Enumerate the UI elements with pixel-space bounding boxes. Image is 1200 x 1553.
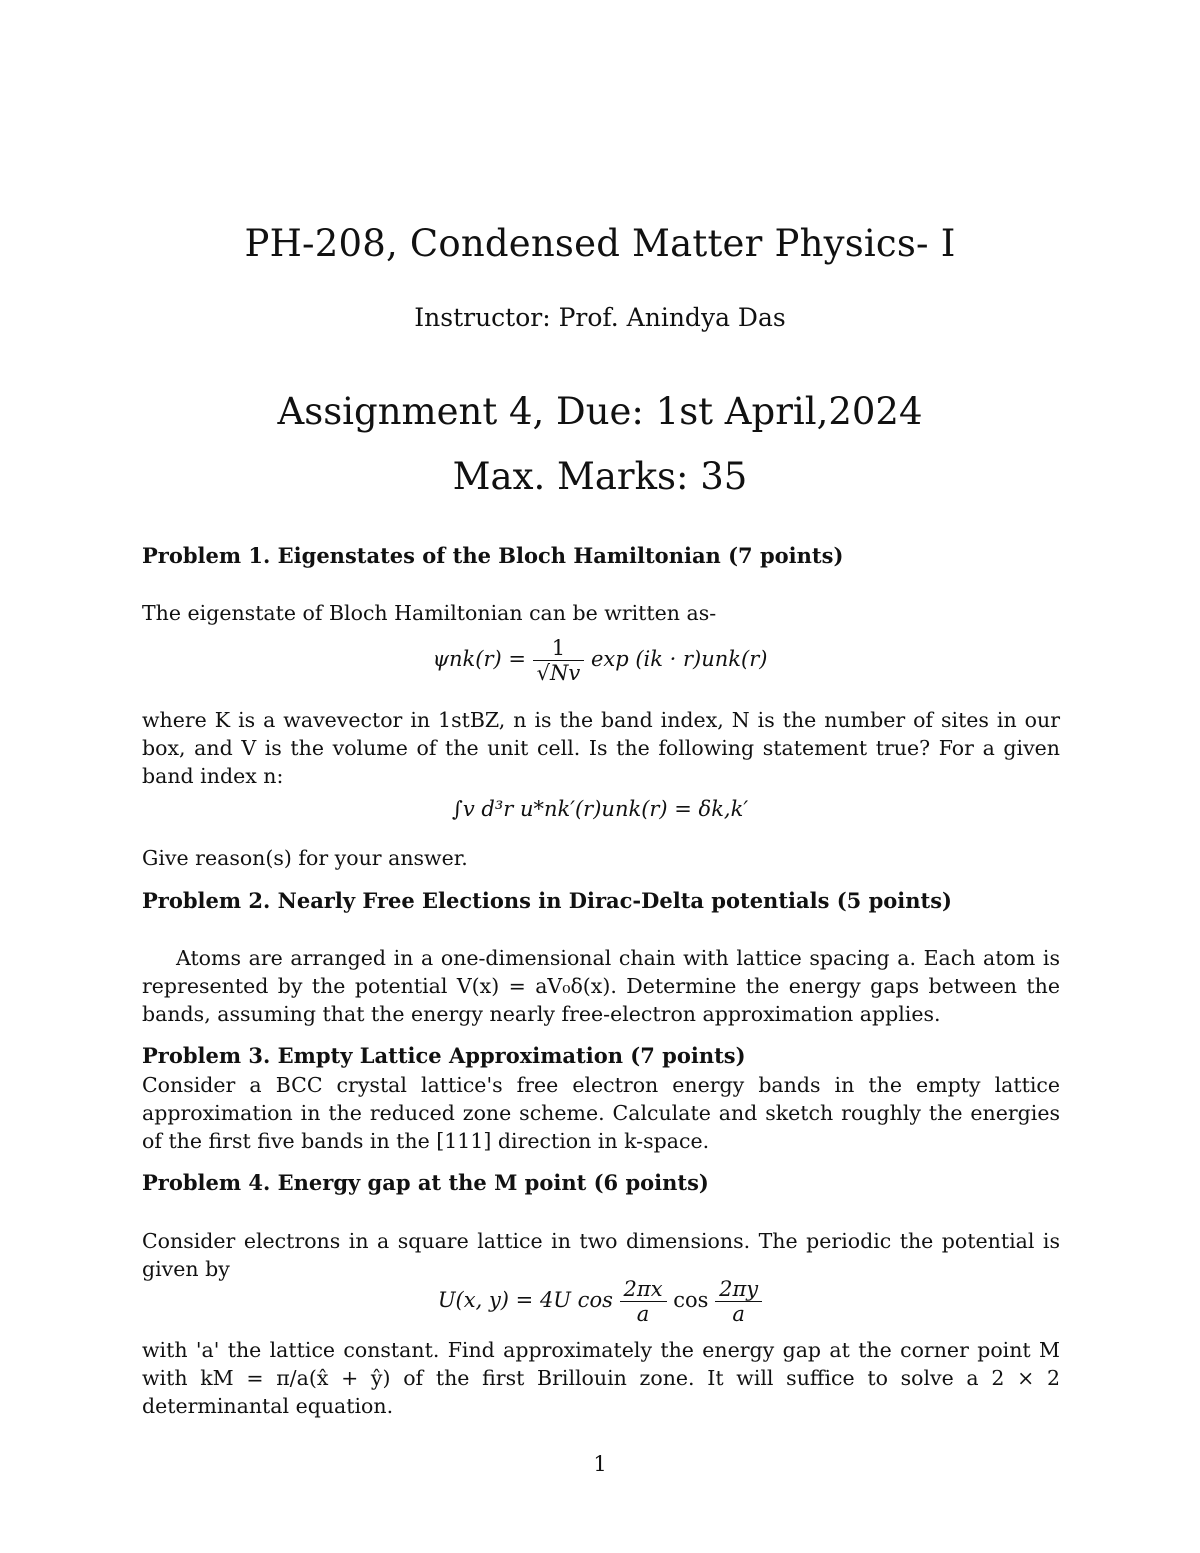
assignment-title: Assignment 4, Due: 1st April,2024 — [277, 390, 923, 433]
problem-2-heading: Problem 2. Nearly Free Elections in Dirac-Delta potentials (5 points) — [142, 888, 952, 913]
problem-1-equation-2: ∫v d³r u*nk′(r)unk(r) = δk,k′ — [451, 797, 749, 821]
instructor-line: Instructor: Prof. Anindya Das — [414, 303, 786, 332]
problem-4-intro: Consider electrons in a square lattice in two dimensions. The periodic the potential is given by — [142, 1229, 1060, 1281]
equation-lhs: U(x, y) = 4U cos — [437, 1288, 620, 1312]
fraction-2-denominator: a — [715, 1301, 762, 1326]
problem-4-body: with 'a' the lattice constant. Find approximately the energy gap at the corner point M with kM = π/a(x̂ + ŷ) of the first Brillouin zone. It will suffice to solve a 2 × 2 determinantal equation. — [142, 1338, 1060, 1418]
fraction-numerator: 1 — [551, 636, 566, 660]
problem-1-body: where K is a wavevector in 1stBZ, n is the band index, N is the number of sites in our box, and V is the volume of the unit cell. Is the following statement true? For a given band index n: — [142, 708, 1060, 788]
fraction-1-denominator: a — [620, 1301, 667, 1326]
problem-1-heading: Problem 1. Eigenstates of the Bloch Hamiltonian (7 points) — [142, 543, 844, 568]
fraction-1-numerator: 2πx — [623, 1277, 663, 1301]
fraction-denominator: √Nv — [533, 660, 585, 685]
problem-4-equation — [0, 1277, 1200, 1326]
problem-3-heading: Problem 3. Empty Lattice Approximation (7 points) — [142, 1043, 746, 1068]
equation-lhs: ψnk(r) = — [432, 647, 533, 671]
fraction-2-numerator: 2πy — [719, 1277, 759, 1301]
problem-1-outro: Give reason(s) for your answer. — [142, 846, 468, 870]
problem-4-heading: Problem 4. Energy gap at the M point (6 points) — [142, 1170, 709, 1195]
problem-1-intro: The eigenstate of Bloch Hamiltonian can be written as- — [142, 601, 717, 625]
problem-1-equation — [0, 636, 1200, 685]
problem-2-body: Atoms are arranged in a one-dimensional chain with lattice spacing a. Each atom is represented by the potential V(x) = aV₀δ(x). Determine the energy gaps between the bands, assuming that the energy nearly free-electron approximation applies. — [142, 946, 1060, 1026]
equation-mid: cos — [666, 1288, 716, 1312]
equation-fraction-1 — [620, 1277, 667, 1326]
problem-3-body: Consider a BCC crystal lattice's free electron energy bands in the empty lattice approximation in the reduced zone scheme. Calculate and sketch roughly the energies of the first five bands in the [111] direction in k-space. — [142, 1073, 1060, 1153]
page-number: 1 — [593, 1452, 607, 1476]
course-title: PH-208, Condensed Matter Physics- I — [244, 222, 956, 265]
max-marks: Max. Marks: 35 — [452, 455, 748, 498]
equation-rhs: exp (ik · r)unk(r) — [584, 647, 768, 671]
equation-fraction-2 — [715, 1277, 762, 1326]
equation-fraction — [533, 636, 585, 685]
